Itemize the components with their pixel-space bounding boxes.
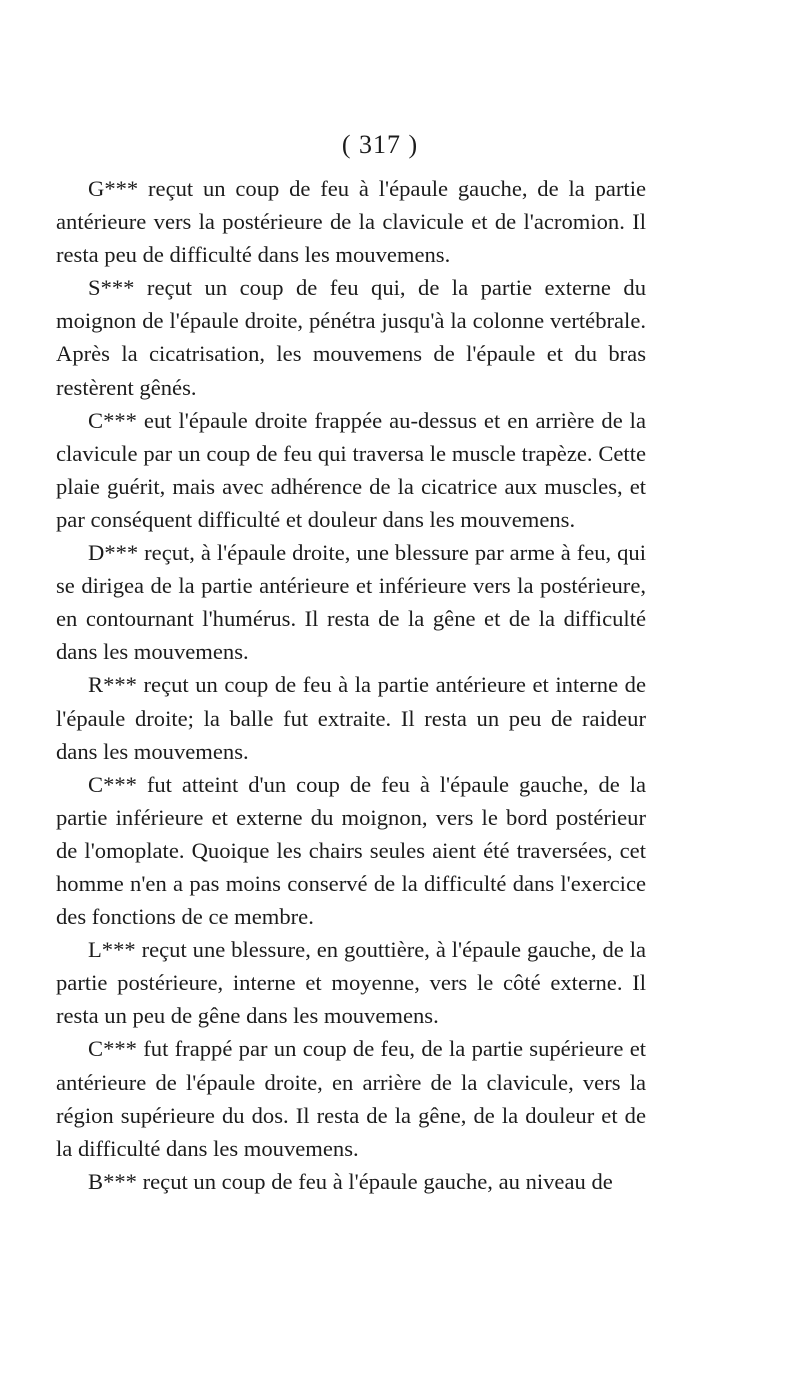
paragraph-2: S*** reçut un coup de feu qui, de la partie externe du moignon de l'épaule droite, pénétra jusqu'à la colonne vertébrale. Après la cicatrisation, les mouvemens de l'épaule et du bras restèrent gênés.	[56, 275, 646, 400]
paragraph-1: G*** reçut un coup de feu à l'épaule gauche, de la partie antérieure vers la postérieure de la clavicule et de l'acromion. Il resta peu de difficulté dans les mouvemens.	[56, 176, 646, 268]
paragraph-7: L*** reçut une blessure, en gouttière, à l'épaule gauche, de la partie postérieure, interne et moyenne, vers le côté externe. Il resta un peu de gêne dans les mouvemens.	[56, 937, 646, 1029]
paragraph-8: C*** fut frappé par un coup de feu, de la partie supérieure et antérieure de l'épaule droite, en arrière de la clavicule, vers la région supérieure du dos. Il resta de la gêne, de la douleur et de la difficulté dans les mouvemens.	[56, 1036, 646, 1161]
text-body	[56, 172, 646, 1198]
paragraph-5: R*** reçut un coup de feu à la partie antérieure et interne de l'épaule droite; la balle fut extraite. Il resta un peu de raideur dans les mouvemens.	[56, 672, 646, 764]
paragraph-9: B*** reçut un coup de feu à l'épaule gauche, au niveau de	[88, 1168, 613, 1194]
paragraph-3: C*** eut l'épaule droite frappée au-dessus et en arrière de la clavicule par un coup de feu qui traversa le muscle trapèze. Cette plaie guérit, mais avec adhérence de la cicatrice aux muscles, et par conséquent difficulté et douleur dans les mouvemens.	[56, 407, 646, 532]
page-number: ( 317 )	[341, 130, 419, 159]
paragraph-4: D*** reçut, à l'épaule droite, une blessure par arme à feu, qui se dirigea de la partie antérieure et inférieure vers la postérieure, en contournant l'humérus. Il resta de la gêne et de la difficulté dans les mouvemens.	[56, 540, 646, 665]
paragraph-6: C*** fut atteint d'un coup de feu à l'épaule gauche, de la partie inférieure et externe du moignon, vers le bord postérieur de l'omoplate. Quoique les chairs seules aient été traversées, cet homme n'en a pas moins conservé de la difficulté dans l'exercice des fonctions de ce membre.	[56, 771, 646, 930]
